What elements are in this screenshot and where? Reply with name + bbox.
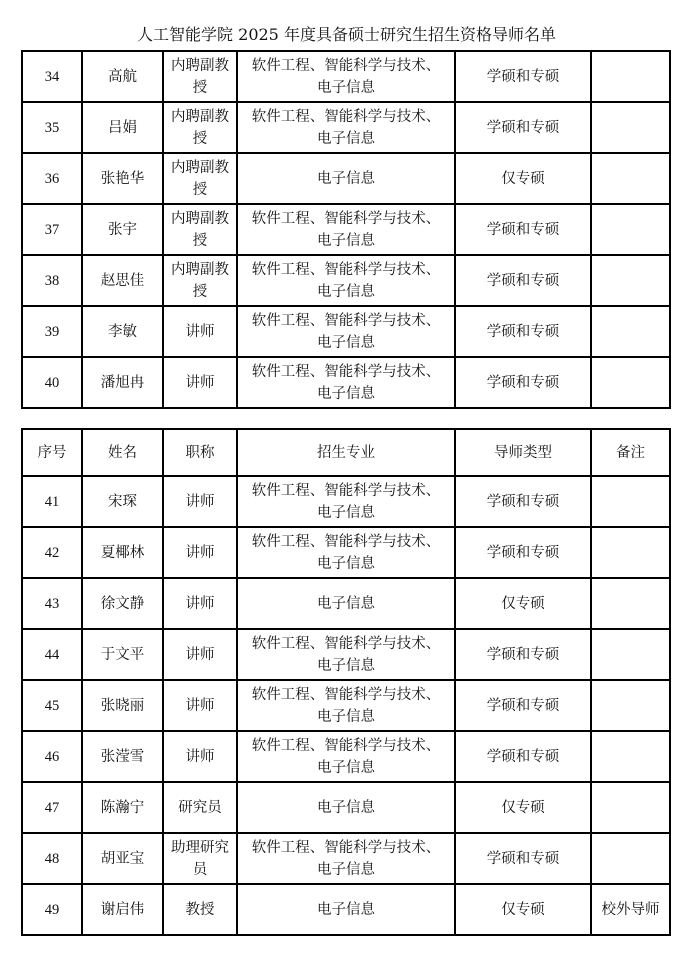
cell-note: 校外导师 <box>591 884 670 935</box>
cell-type: 仅专硕 <box>455 578 591 629</box>
cell-major: 软件工程、智能科学与技术、 电子信息 <box>237 51 455 102</box>
cell-type: 仅专硕 <box>455 153 591 204</box>
cell-name: 张宇 <box>82 204 163 255</box>
cell-type: 学硕和专硕 <box>455 476 591 527</box>
cell-no: 40 <box>22 357 82 408</box>
cell-title: 助理研究 员 <box>163 833 237 884</box>
cell-major: 软件工程、智能科学与技术、 电子信息 <box>237 527 455 578</box>
cell-type: 学硕和专硕 <box>455 255 591 306</box>
table-row <box>22 153 670 204</box>
supervisor-table <box>21 428 671 936</box>
cell-name: 张晓丽 <box>82 680 163 731</box>
table-row <box>22 306 670 357</box>
cell-title: 讲师 <box>163 629 237 680</box>
cell-name: 夏椰林 <box>82 527 163 578</box>
cell-major: 电子信息 <box>237 578 455 629</box>
cell-no: 36 <box>22 153 82 204</box>
cell-note <box>591 102 670 153</box>
cell-type: 学硕和专硕 <box>455 629 591 680</box>
cell-note <box>591 357 670 408</box>
cell-name: 张滢雪 <box>82 731 163 782</box>
header-type: 导师类型 <box>455 429 591 476</box>
cell-title: 教授 <box>163 884 237 935</box>
cell-title: 研究员 <box>163 782 237 833</box>
cell-major: 软件工程、智能科学与技术、 电子信息 <box>237 833 455 884</box>
table-row <box>22 782 670 833</box>
cell-title: 讲师 <box>163 527 237 578</box>
cell-note <box>591 255 670 306</box>
cell-major: 软件工程、智能科学与技术、 电子信息 <box>237 102 455 153</box>
cell-title: 内聘副教 授 <box>163 255 237 306</box>
table-row <box>22 51 670 102</box>
cell-type: 学硕和专硕 <box>455 204 591 255</box>
cell-name: 高航 <box>82 51 163 102</box>
cell-type: 学硕和专硕 <box>455 102 591 153</box>
cell-type: 学硕和专硕 <box>455 51 591 102</box>
cell-no: 45 <box>22 680 82 731</box>
cell-title: 讲师 <box>163 476 237 527</box>
cell-no: 43 <box>22 578 82 629</box>
cell-no: 42 <box>22 527 82 578</box>
supervisor-table-continued <box>21 50 671 409</box>
cell-no: 38 <box>22 255 82 306</box>
cell-type: 仅专硕 <box>455 884 591 935</box>
cell-note <box>591 680 670 731</box>
header-name: 姓名 <box>82 429 163 476</box>
cell-major: 软件工程、智能科学与技术、 电子信息 <box>237 204 455 255</box>
cell-title: 讲师 <box>163 731 237 782</box>
cell-no: 47 <box>22 782 82 833</box>
table-row <box>22 731 670 782</box>
table-row <box>22 255 670 306</box>
cell-name: 吕娟 <box>82 102 163 153</box>
cell-note <box>591 833 670 884</box>
header-no: 序号 <box>22 429 82 476</box>
cell-name: 胡亚宝 <box>82 833 163 884</box>
cell-note <box>591 629 670 680</box>
cell-type: 学硕和专硕 <box>455 731 591 782</box>
cell-no: 35 <box>22 102 82 153</box>
cell-title: 讲师 <box>163 578 237 629</box>
table-row <box>22 578 670 629</box>
cell-major: 软件工程、智能科学与技术、 电子信息 <box>237 255 455 306</box>
cell-name: 陈瀚宁 <box>82 782 163 833</box>
table-header-row <box>22 429 670 476</box>
table-row <box>22 629 670 680</box>
cell-major: 电子信息 <box>237 153 455 204</box>
cell-title: 内聘副教 授 <box>163 51 237 102</box>
cell-name: 于文平 <box>82 629 163 680</box>
cell-type: 学硕和专硕 <box>455 833 591 884</box>
cell-note <box>591 578 670 629</box>
table-row <box>22 527 670 578</box>
cell-name: 李敏 <box>82 306 163 357</box>
cell-title: 讲师 <box>163 357 237 408</box>
cell-note <box>591 527 670 578</box>
table-row <box>22 102 670 153</box>
cell-major: 软件工程、智能科学与技术、 电子信息 <box>237 680 455 731</box>
table-row <box>22 204 670 255</box>
cell-title: 内聘副教 授 <box>163 204 237 255</box>
cell-major: 软件工程、智能科学与技术、 电子信息 <box>237 357 455 408</box>
cell-title: 内聘副教 授 <box>163 153 237 204</box>
cell-note <box>591 306 670 357</box>
table-row <box>22 357 670 408</box>
cell-note <box>591 731 670 782</box>
cell-no: 34 <box>22 51 82 102</box>
cell-name: 潘旭冉 <box>82 357 163 408</box>
document-title: 人工智能学院 2025 年度具备硕士研究生招生资格导师名单 <box>137 25 556 44</box>
cell-major: 软件工程、智能科学与技术、 电子信息 <box>237 306 455 357</box>
table-row <box>22 476 670 527</box>
table-row <box>22 680 670 731</box>
cell-title: 内聘副教 授 <box>163 102 237 153</box>
header-title: 职称 <box>163 429 237 476</box>
header-major: 招生专业 <box>237 429 455 476</box>
cell-note <box>591 782 670 833</box>
cell-note <box>591 51 670 102</box>
cell-type: 仅专硕 <box>455 782 591 833</box>
cell-no: 37 <box>22 204 82 255</box>
cell-name: 赵思佳 <box>82 255 163 306</box>
cell-type: 学硕和专硕 <box>455 680 591 731</box>
cell-no: 48 <box>22 833 82 884</box>
cell-note <box>591 204 670 255</box>
cell-major: 软件工程、智能科学与技术、 电子信息 <box>237 476 455 527</box>
table-row <box>22 833 670 884</box>
cell-name: 宋琛 <box>82 476 163 527</box>
cell-no: 44 <box>22 629 82 680</box>
cell-major: 软件工程、智能科学与技术、 电子信息 <box>237 731 455 782</box>
cell-name: 徐文静 <box>82 578 163 629</box>
cell-no: 41 <box>22 476 82 527</box>
cell-name: 张艳华 <box>82 153 163 204</box>
cell-no: 46 <box>22 731 82 782</box>
cell-type: 学硕和专硕 <box>455 306 591 357</box>
cell-title: 讲师 <box>163 306 237 357</box>
header-note: 备注 <box>591 429 670 476</box>
cell-major: 软件工程、智能科学与技术、 电子信息 <box>237 629 455 680</box>
table-row <box>22 884 670 935</box>
cell-note <box>591 476 670 527</box>
cell-note <box>591 153 670 204</box>
cell-type: 学硕和专硕 <box>455 357 591 408</box>
cell-major: 电子信息 <box>237 782 455 833</box>
cell-no: 39 <box>22 306 82 357</box>
cell-major: 电子信息 <box>237 884 455 935</box>
cell-name: 谢启伟 <box>82 884 163 935</box>
cell-title: 讲师 <box>163 680 237 731</box>
cell-no: 49 <box>22 884 82 935</box>
cell-type: 学硕和专硕 <box>455 527 591 578</box>
